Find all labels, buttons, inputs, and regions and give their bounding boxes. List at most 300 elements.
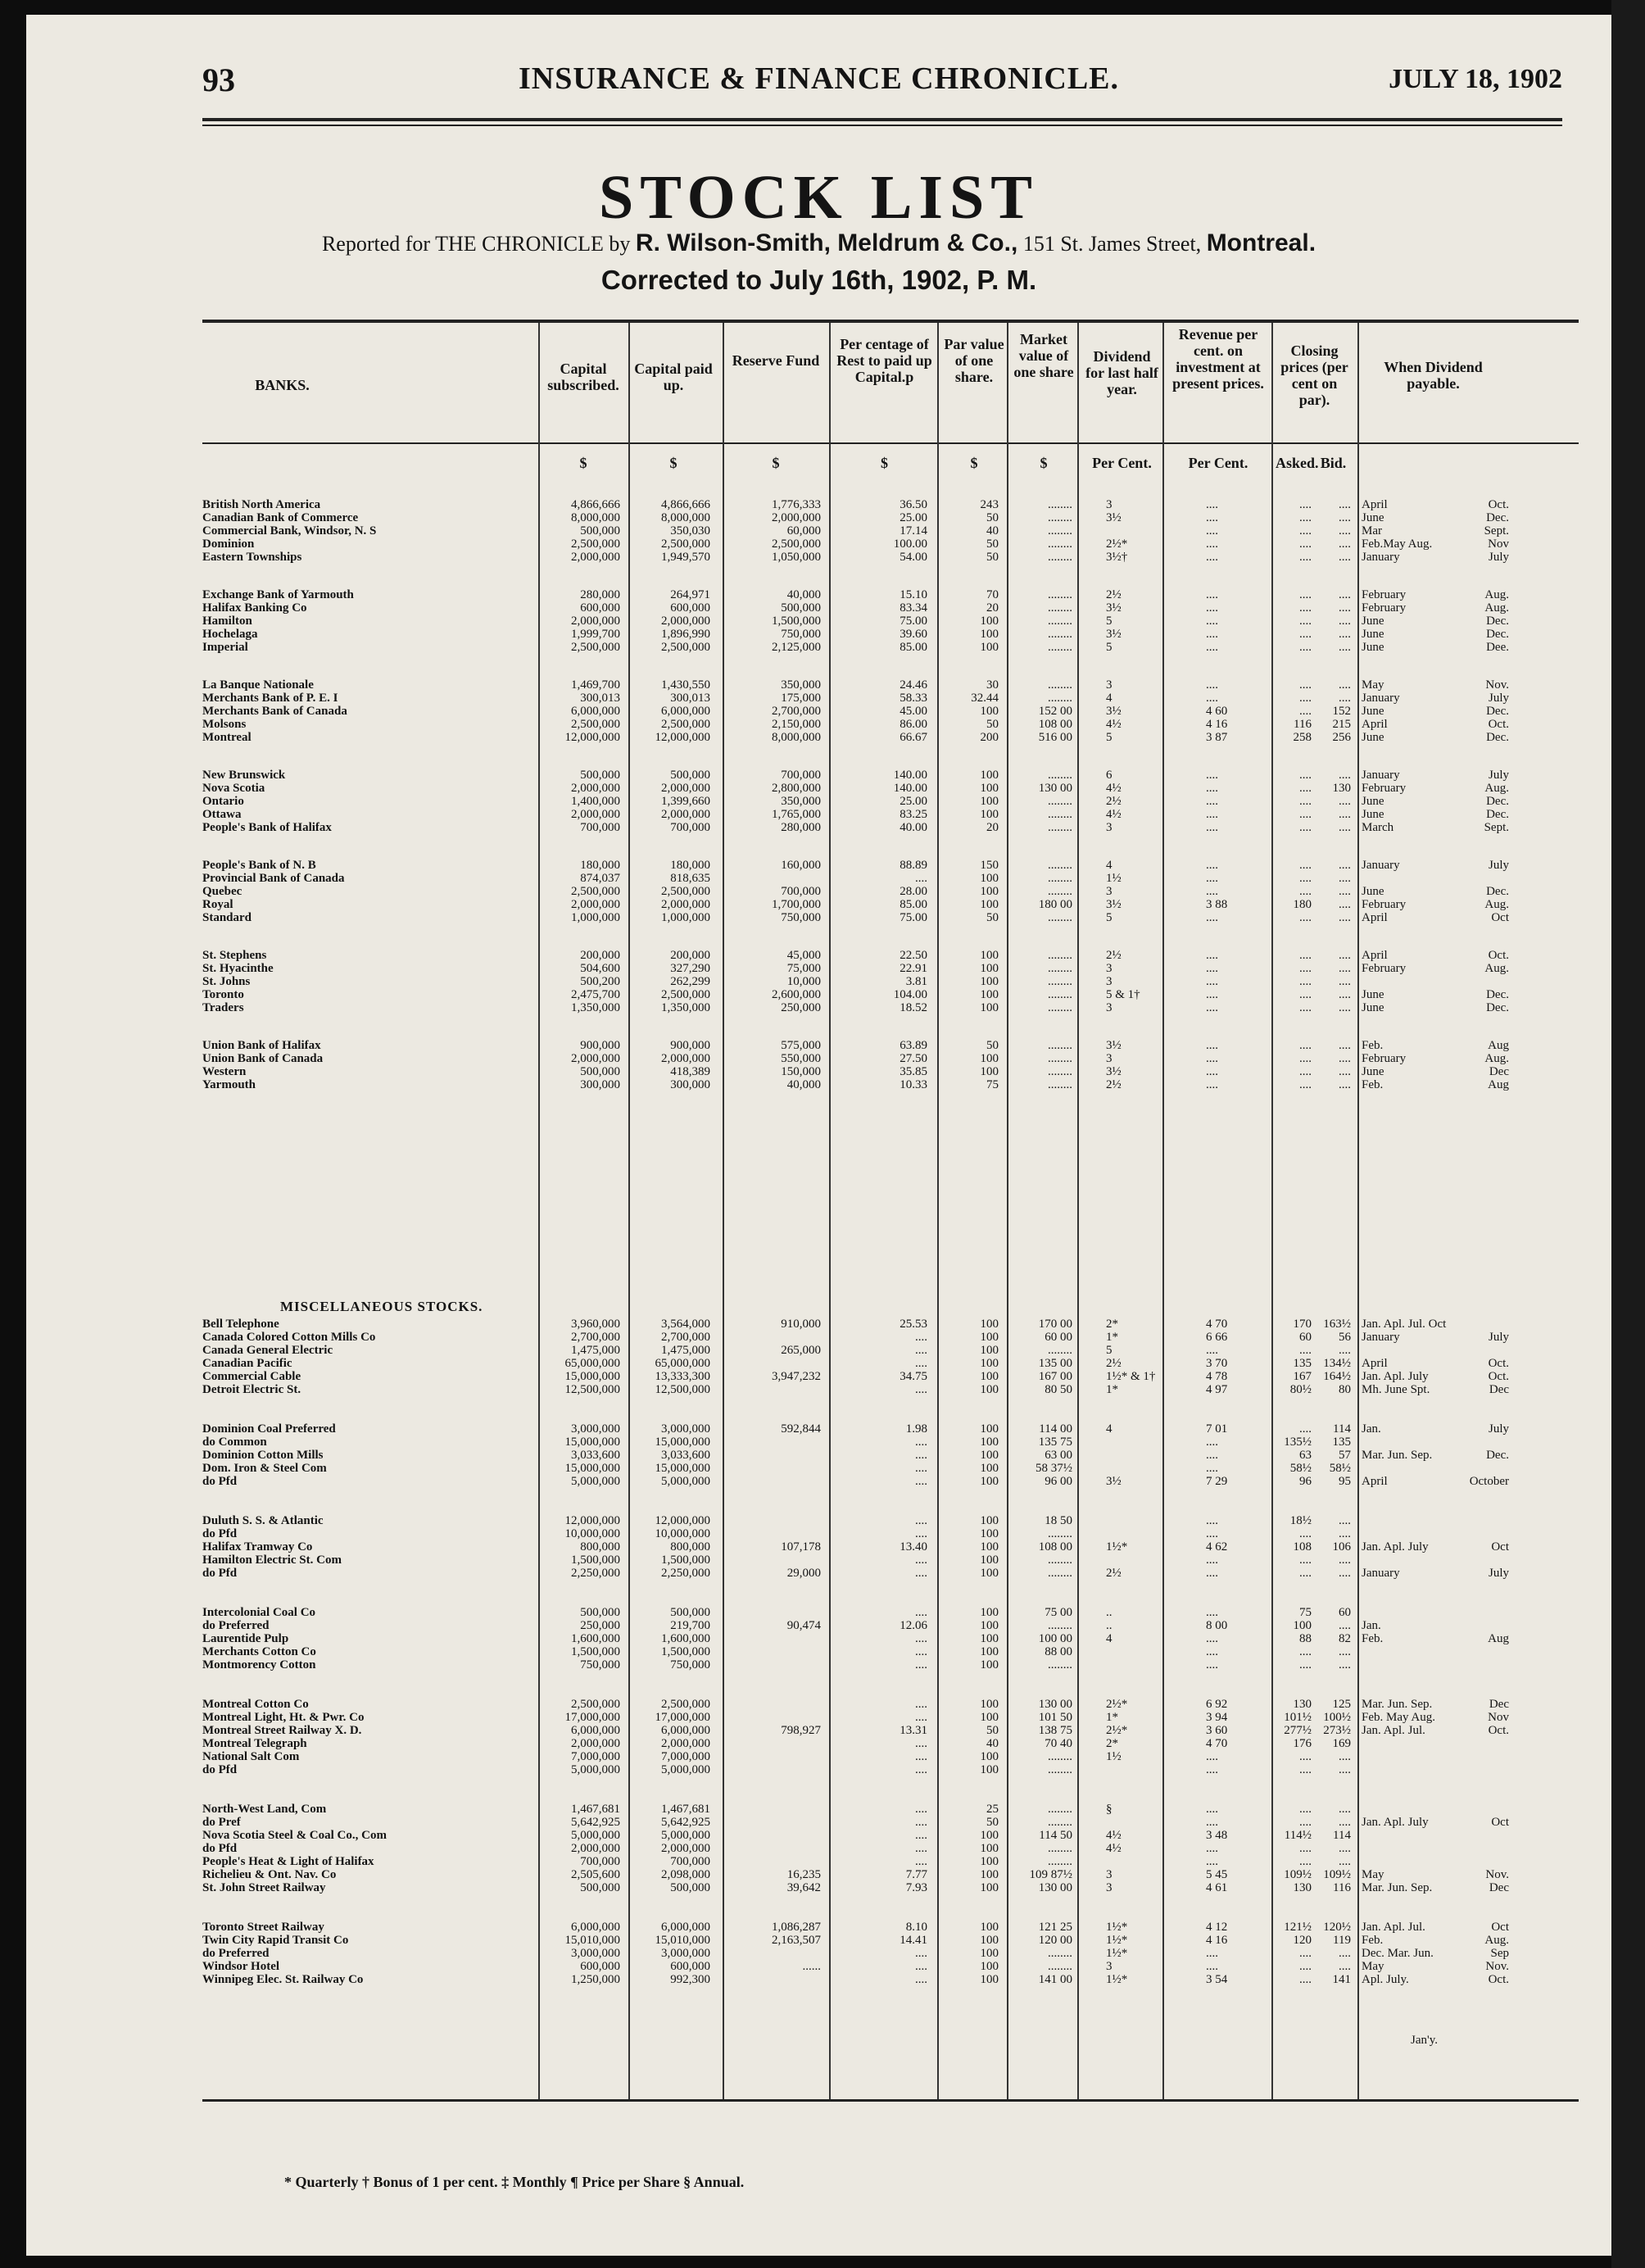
cell-asked: 60 [1299,1331,1312,1344]
cell-cap_sub: 1,475,000 [571,1344,620,1357]
cell-name: Dom. Iron & Steel Com [202,1462,327,1475]
cell-name: Windsor Hotel [202,1960,280,1973]
cell-pct_rest: 3.81 [905,975,927,988]
cell-market: ........ [1048,962,1072,975]
cell-cap_paid: 2,000,000 [661,615,710,628]
cell-dividend: 2½ [1106,795,1122,808]
cell-market: ........ [1048,872,1072,885]
cell-bid: 134½ [1323,1357,1351,1370]
cell-asked: 88 [1299,1632,1312,1645]
cell-revenue: .... [1206,615,1218,628]
cell-par: 100 [980,1881,999,1894]
cell-dividend: 3 [1106,678,1113,692]
cell-cap_sub: 3,000,000 [571,1947,620,1960]
cell-dividend: 2½* [1106,538,1128,551]
cell-dividend: § [1106,1803,1113,1816]
cell-asked: .... [1299,615,1312,628]
cell-market: ........ [1048,498,1072,511]
cell-cap_sub: 1,000,000 [571,911,620,924]
cell-when1: February [1362,1052,1407,1065]
unit-dollar: $ [669,455,677,471]
cell-cap_sub: 180,000 [580,859,620,872]
cell-when2: Dec. [1486,705,1509,718]
cell-cap_paid: 3,033,600 [661,1449,710,1462]
cell-name: St. Johns [202,975,251,988]
cell-market: 167 00 [1038,1370,1072,1383]
cell-dividend: 2½ [1106,1078,1122,1091]
cell-cap_sub: 874,037 [580,872,620,885]
cell-when2: Aug. [1484,898,1509,911]
cell-revenue: .... [1206,911,1218,924]
cell-when1: Mar [1362,524,1382,538]
cell-name: Merchants Bank of P. E. I [202,692,338,705]
table-row [202,1763,1579,1776]
cell-market: ........ [1048,975,1072,988]
cell-asked: .... [1299,821,1312,834]
cell-cap_paid: 65,000,000 [655,1357,710,1370]
cell-asked: .... [1299,511,1312,524]
cell-pct_rest: .... [915,1449,927,1462]
cell-revenue: 4 62 [1206,1540,1228,1554]
table-row [202,1737,1579,1750]
cell-bid: .... [1339,498,1351,511]
cell-pct_rest: .... [915,1829,927,1842]
cell-cap_sub: 6,000,000 [571,1921,620,1934]
cell-name: Richelieu & Ont. Nav. Co [202,1868,337,1881]
cell-pct_rest: 25.53 [900,1318,927,1331]
cell-name: Laurentide Pulp [202,1632,289,1645]
cell-when1: Feb. [1362,1078,1384,1091]
cell-dividend: 3½ [1106,628,1122,641]
cell-market: ........ [1048,1842,1072,1855]
cell-dividend: 3½ [1106,1039,1122,1052]
cell-revenue: 3 60 [1206,1724,1228,1737]
cell-pct_rest: 7.93 [905,1881,927,1894]
table-row [202,551,1579,564]
cell-revenue: .... [1206,988,1218,1001]
cell-market: 130 00 [1038,1881,1072,1894]
cell-par: 100 [980,782,999,795]
table-row [202,872,1579,885]
cell-cap_paid: 6,000,000 [661,705,710,718]
table-row [202,1921,1579,1934]
col-capital-subscribed: Capital subscribed. [547,361,619,393]
cell-when1: January [1362,692,1400,705]
cell-cap_paid: 1,475,000 [661,1344,710,1357]
cell-bid: .... [1339,641,1351,654]
cell-asked: 75 [1299,1606,1312,1619]
cell-name: National Salt Com [202,1750,300,1763]
cell-bid: 60 [1339,1606,1351,1619]
cell-reserve: 1,776,333 [772,498,821,511]
cell-par: 100 [980,1842,999,1855]
cell-when1: June [1362,731,1384,744]
cell-revenue: 3 70 [1206,1357,1228,1370]
cell-reserve: 910,000 [781,1318,821,1331]
cell-dividend: 1* [1106,1711,1118,1724]
cell-asked: .... [1299,1422,1312,1436]
cell-reserve: 1,765,000 [772,808,821,821]
cell-par: 100 [980,872,999,885]
cell-asked: 167 [1293,1370,1312,1383]
footnote: * Quarterly † Bonus of 1 per cent. ‡ Monthly ¶ Price per Share § Annual. [284,2174,745,2190]
cell-dividend: 1* [1106,1383,1118,1396]
cell-name: do Preferred [202,1619,270,1632]
header-rule [202,118,1562,121]
cell-bid: 119 [1333,1934,1351,1947]
cell-market: 130 00 [1038,782,1072,795]
cell-name: Detroit Electric St. [202,1383,301,1396]
cell-when1: June [1362,1065,1384,1078]
cell-bid: .... [1339,1514,1351,1527]
cell-bid: .... [1339,1816,1351,1829]
cell-cap_paid: 500,000 [670,1606,710,1619]
cell-asked: 116 [1294,718,1312,731]
table-row [202,615,1579,628]
cell-cap_paid: 2,500,000 [661,718,710,731]
cell-bid: 58½ [1329,1462,1351,1475]
cell-cap_sub: 65,000,000 [564,1357,620,1370]
cell-asked: .... [1299,1842,1312,1855]
cell-bid: 120½ [1323,1921,1351,1934]
cell-cap_paid: 5,000,000 [661,1475,710,1488]
cell-when2: July [1488,551,1509,564]
cell-market: ........ [1048,1567,1072,1580]
cell-bid: .... [1339,949,1351,962]
cell-pct_rest: 10.33 [900,1078,927,1091]
cell-bid: 135 [1332,1436,1351,1449]
cell-market: ........ [1048,1658,1072,1672]
cell-par: 100 [980,1619,999,1632]
cell-market: ........ [1048,551,1072,564]
cell-asked: .... [1299,1078,1312,1091]
col-reserve: Reserve Fund [732,352,820,369]
cell-cap_paid: 7,000,000 [661,1750,710,1763]
cell-cap_sub: 2,000,000 [571,1842,620,1855]
cell-cap_sub: 600,000 [580,1960,620,1973]
cell-revenue: .... [1206,808,1218,821]
unit-bid: Bid. [1320,455,1347,471]
cell-market: ........ [1048,1619,1072,1632]
cell-revenue: 6 92 [1206,1698,1228,1711]
cell-par: 100 [980,949,999,962]
cell-cap_sub: 750,000 [580,1658,620,1672]
cell-cap_paid: 2,500,000 [661,1698,710,1711]
cell-cap_sub: 1,250,000 [571,1973,620,1986]
cell-when2: Aug. [1484,1052,1509,1065]
col-capital-paid: Capital paid up. [634,361,713,393]
table-row [202,1842,1579,1855]
cell-revenue: .... [1206,795,1218,808]
cell-par: 100 [980,1449,999,1462]
cell-market: ........ [1048,588,1072,601]
cell-name: Hamilton [202,615,252,628]
cell-when2: Oct. [1488,498,1509,511]
cell-name: Western [202,1065,247,1078]
cell-asked: .... [1299,949,1312,962]
cell-revenue: .... [1206,1658,1218,1672]
unit-dollar: $ [881,455,888,471]
cell-when2: Nov. [1485,1868,1509,1881]
cell-name: do Pfd [202,1475,238,1488]
cell-asked: .... [1299,975,1312,988]
cell-name: St. Stephens [202,949,267,962]
cell-bid: 57 [1339,1449,1351,1462]
cell-when1: June [1362,705,1384,718]
cell-revenue: .... [1206,678,1218,692]
table-row [202,1331,1579,1344]
table-top-rule [202,320,1579,323]
cell-cap_paid: 2,250,000 [661,1567,710,1580]
cell-par: 100 [980,1973,999,1986]
cell-reserve: 90,474 [786,1619,821,1632]
table-row [202,898,1579,911]
cell-asked: 130 [1293,1881,1312,1894]
table-row [202,1724,1579,1737]
cell-when1: February [1362,601,1407,615]
cell-bid: .... [1339,1803,1351,1816]
cell-market: 109 87½ [1029,1868,1072,1881]
cell-reserve: 2,500,000 [772,538,821,551]
issue-date: JULY 18, 1902 [1389,64,1562,94]
unit-per-cent: Per Cent. [1188,455,1248,471]
cell-cap_sub: 2,000,000 [571,898,620,911]
cell-when1: January [1362,859,1400,872]
cell-bid: .... [1339,511,1351,524]
cell-revenue: .... [1206,1842,1218,1855]
cell-reserve: 550,000 [781,1052,821,1065]
cell-par: 50 [986,718,999,731]
cell-revenue: 4 61 [1206,1881,1228,1894]
cell-asked: 100 [1293,1619,1312,1632]
table-row [202,885,1579,898]
cell-asked: .... [1299,1763,1312,1776]
cell-when1: April [1362,498,1388,511]
cell-cap_paid: 992,300 [670,1973,710,1986]
cell-market: ........ [1048,769,1072,782]
cell-market: ........ [1048,821,1072,834]
cell-asked: .... [1299,962,1312,975]
cell-market: ........ [1048,885,1072,898]
cell-cap_paid: 15,010,000 [655,1934,710,1947]
cell-pct_rest: 75.00 [900,615,927,628]
cell-cap_paid: 1,500,000 [661,1554,710,1567]
cell-bid: 100½ [1323,1711,1351,1724]
cell-when1: Mar. Jun. Sep. [1362,1449,1433,1462]
cell-name: People's Bank of Halifax [202,821,332,834]
table-row [202,1973,1579,1986]
cell-cap_paid: 2,700,000 [661,1331,710,1344]
cell-dividend: 3 [1106,498,1113,511]
cell-asked: .... [1299,551,1312,564]
cell-market: 18 50 [1045,1514,1072,1527]
cell-bid: .... [1339,615,1351,628]
reported-prefix: Reported for THE CHRONICLE by [321,232,631,256]
cell-cap_sub: 3,960,000 [571,1318,620,1331]
cell-name: Halifax Tramway Co [202,1540,313,1554]
cell-dividend: 6 [1106,769,1113,782]
cell-name: Union Bank of Halifax [202,1039,321,1052]
table-row [202,1803,1579,1816]
cell-revenue: 7 01 [1206,1422,1228,1436]
cell-market: 101 50 [1038,1711,1072,1724]
cell-revenue: 3 94 [1206,1711,1228,1724]
table-row [202,1422,1579,1436]
cell-when2: Nov [1488,538,1509,551]
cell-cap_paid: 1,350,000 [661,1001,710,1014]
cell-cap_sub: 2,000,000 [571,1052,620,1065]
cell-when1: Jan. [1362,1422,1381,1436]
corrected-date: Corrected to July 16th, 1902, P. M. [600,265,1037,295]
cell-pct_rest: 13.40 [900,1540,927,1554]
cell-pct_rest: 35.85 [900,1065,927,1078]
cell-when2: Oct [1491,1921,1509,1934]
cell-cap_paid: 12,000,000 [655,731,710,744]
cell-dividend: 3½† [1106,551,1128,564]
cell-par: 100 [980,962,999,975]
table-row [202,1357,1579,1370]
cell-par: 100 [980,1606,999,1619]
cell-asked: .... [1299,872,1312,885]
cell-cap_paid: 2,500,000 [661,988,710,1001]
cell-when2: Oct [1491,1540,1509,1554]
firm-city: Montreal. [1206,229,1316,256]
cell-cap_paid: 3,000,000 [661,1422,710,1436]
cell-when1: Feb. [1362,1039,1384,1052]
cell-asked: 80½ [1289,1383,1312,1396]
cell-market: ........ [1048,795,1072,808]
cell-cap_paid: 5,642,925 [661,1816,710,1829]
cell-revenue: .... [1206,551,1218,564]
cell-cap_paid: 2,000,000 [661,1842,710,1855]
cell-pct_rest: 13.31 [900,1724,927,1737]
cell-cap_paid: 6,000,000 [661,1724,710,1737]
cell-market: ........ [1048,1052,1072,1065]
cell-pct_rest: 40.00 [900,821,927,834]
cell-dividend: 3½ [1106,1475,1122,1488]
cell-par: 150 [980,859,999,872]
cell-dividend: 1* [1106,1331,1118,1344]
cell-asked: 96 [1299,1475,1312,1488]
cell-cap_sub: 500,200 [580,975,620,988]
cell-name: Montreal Telegraph [202,1737,307,1750]
cell-name: Imperial [202,641,248,654]
cell-dividend: 2½* [1106,1724,1128,1737]
cell-par: 100 [980,1960,999,1973]
cell-market: ........ [1048,808,1072,821]
cell-cap_sub: 12,000,000 [564,1514,620,1527]
cell-when1: April [1362,1357,1388,1370]
cell-name: Royal [202,898,233,911]
cell-pct_rest: 83.34 [900,601,927,615]
cell-asked: .... [1299,795,1312,808]
cell-par: 100 [980,1645,999,1658]
cell-par: 50 [986,538,999,551]
cell-revenue: .... [1206,962,1218,975]
cell-par: 100 [980,795,999,808]
cell-cap_sub: 300,013 [580,692,620,705]
cell-cap_sub: 504,600 [580,962,620,975]
table-row [202,859,1579,872]
cell-par: 100 [980,808,999,821]
cell-cap_sub: 500,000 [580,1606,620,1619]
cell-when2: July [1488,1422,1509,1436]
cell-par: 40 [986,1737,999,1750]
cell-asked: 121½ [1284,1921,1312,1934]
cell-cap_paid: 1,896,990 [661,628,710,641]
cell-name: Montreal Light, Ht. & Pwr. Co [202,1711,365,1724]
cell-name: Hamilton Electric St. Com [202,1554,342,1567]
cell-market: 80 50 [1045,1383,1072,1396]
cell-dividend: 4½ [1106,782,1122,795]
unit-dollar: $ [772,455,780,471]
cell-asked: .... [1299,1001,1312,1014]
cell-dividend: 5 [1106,1344,1113,1357]
cell-par: 100 [980,1947,999,1960]
cell-cap_paid: 262,299 [670,975,710,988]
cell-when1: February [1362,962,1407,975]
cell-reserve: 75,000 [786,962,821,975]
cell-reserve: 2,163,507 [772,1934,821,1947]
cell-when1: Feb. [1362,1934,1384,1947]
cell-name: Dominion Coal Preferred [202,1422,336,1436]
cell-pct_rest: 27.50 [900,1052,927,1065]
cell-when1: February [1362,782,1407,795]
cell-when2: Oct [1491,1816,1509,1829]
cell-market: 75 00 [1045,1606,1072,1619]
cell-par: 100 [980,1829,999,1842]
cell-name: Twin City Rapid Transit Co [202,1934,349,1947]
cell-bid: .... [1339,1052,1351,1065]
cell-par: 100 [980,975,999,988]
cell-bid: 114 [1333,1422,1351,1436]
cell-cap_sub: 10,000,000 [564,1527,620,1540]
cell-bid: 256 [1332,731,1351,744]
cell-name: Bell Telephone [202,1318,279,1331]
table-row [202,1001,1579,1014]
cell-market: ........ [1048,1947,1072,1960]
cell-pct_rest: .... [915,1331,927,1344]
cell-revenue: .... [1206,769,1218,782]
cell-revenue: .... [1206,1052,1218,1065]
cell-asked: .... [1299,1947,1312,1960]
cell-asked: 170 [1293,1318,1312,1331]
cell-pct_rest: .... [915,1816,927,1829]
cell-bid: .... [1339,628,1351,641]
cell-when1: May [1362,678,1384,692]
cell-cap_paid: 12,500,000 [655,1383,710,1396]
cell-revenue: .... [1206,511,1218,524]
cell-cap_sub: 280,000 [580,588,620,601]
header-bottom-rule [202,442,1579,444]
table-row [202,678,1579,692]
cell-name: Canada General Electric [202,1344,333,1357]
cell-bid: .... [1339,588,1351,601]
cell-dividend: 4½ [1106,718,1122,731]
cell-cap_sub: 2,500,000 [571,1698,620,1711]
cell-cap_sub: 500,000 [580,1065,620,1078]
cell-cap_sub: 2,500,000 [571,885,620,898]
cell-par: 200 [980,731,999,744]
cell-asked: 58½ [1289,1462,1312,1475]
cell-reserve: 2,125,000 [772,641,821,654]
cell-par: 100 [980,1763,999,1776]
cell-asked: .... [1299,1750,1312,1763]
cell-par: 100 [980,885,999,898]
cell-pct_rest: 85.00 [900,898,927,911]
cell-pct_rest: 75.00 [900,911,927,924]
cell-market: 135 00 [1038,1357,1072,1370]
